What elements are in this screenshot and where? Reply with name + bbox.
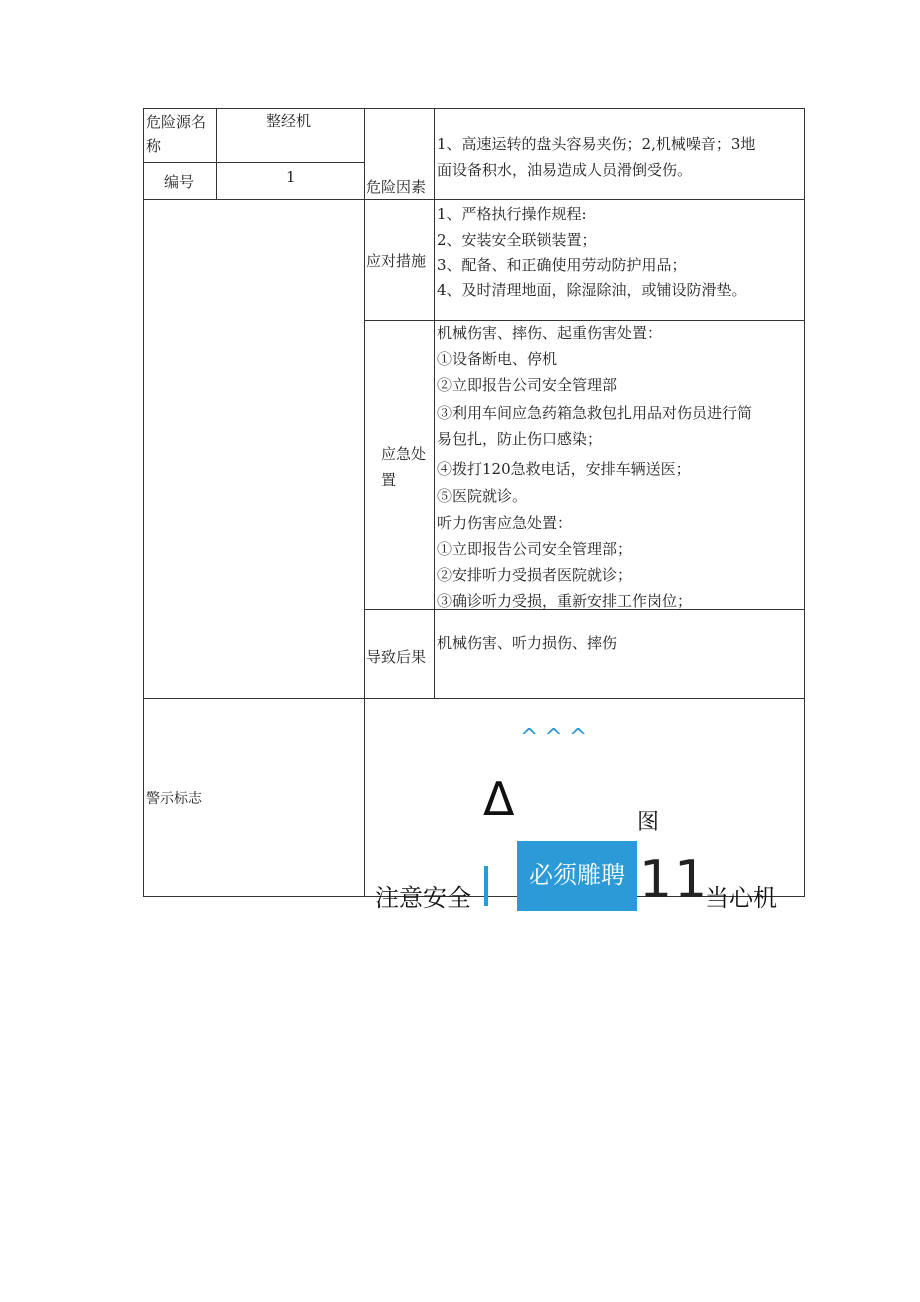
- table-border: [143, 108, 805, 109]
- risk-factors-line: 面设备积水，油易造成人员滑倒受伤。: [437, 161, 693, 179]
- emergency-line: ⑤医院就诊。: [437, 487, 528, 505]
- beware-machine-text: 当心机: [705, 884, 777, 912]
- emergency-line: ④拨打120急救电话，安排车辆送医；: [437, 460, 691, 478]
- table-border: [143, 199, 805, 200]
- table-border: [143, 108, 144, 897]
- measures-line: 1、严格执行操作规程:: [437, 205, 587, 223]
- blue-bar-mark: [484, 866, 488, 906]
- measures-label: 应对措施: [366, 252, 427, 270]
- number-label: 编号: [164, 173, 195, 191]
- measures-line: 3、配备、和正确使用劳动防护用品；: [437, 256, 687, 274]
- sign-number: 11: [639, 850, 710, 910]
- table-border: [143, 698, 805, 699]
- table-border: [143, 162, 364, 163]
- emergency-line: ②安排听力受损者医院就诊；: [437, 566, 633, 584]
- consequence-label: 导致后果: [366, 648, 427, 666]
- emergency-label: 置: [381, 471, 397, 489]
- emergency-line: 听力伤害应急处置：: [437, 514, 573, 532]
- emergency-line: ③确诊听力受损，重新安排工作岗位；: [437, 592, 693, 610]
- warning-triangle-icon: Δ: [483, 772, 515, 826]
- hazard-name-value: 整经机: [266, 112, 312, 130]
- table-border: [434, 108, 435, 698]
- warning-sign-label: 警示标志: [146, 791, 202, 807]
- emergency-line: ①立即报告公司安全管理部；: [437, 540, 633, 558]
- mandatory-sign: 必须雕聘: [517, 841, 637, 911]
- emergency-line: 机械伤害、摔伤、起重伤害处置：: [437, 324, 663, 342]
- emergency-line: ③利用车间应急药箱急救包扎用品对伤员进行简: [437, 404, 753, 422]
- measures-line: 2、安装安全联锁装置；: [437, 231, 597, 249]
- emergency-line-clip: [437, 588, 803, 608]
- number-value: 1: [286, 168, 296, 186]
- emergency-line: ②立即报告公司安全管理部: [437, 376, 618, 394]
- caret-icons: ^^^: [520, 725, 594, 750]
- hazard-name-label: 危险源名称: [146, 113, 207, 155]
- consequence-value: 机械伤害、听力损伤、摔伤: [437, 634, 618, 652]
- caution-safety-text: 注意安全: [375, 884, 471, 912]
- table-border: [216, 108, 217, 200]
- risk-factors-label: 危险因素: [366, 178, 427, 196]
- warning-signs-area: [365, 700, 805, 912]
- risk-factors-line: 1、高速运转的盘头容易夹伤；2,机械噪音；3地: [437, 135, 756, 153]
- emergency-label: 应急处: [381, 445, 427, 463]
- emergency-line: ①设备断电、停机: [437, 350, 558, 368]
- emergency-line: 易包扎，防止伤口感染；: [437, 430, 603, 448]
- sign-glyph: 图: [637, 810, 660, 835]
- measures-line: 4、及时清理地面，除湿除油，或铺设防滑垫。: [437, 281, 747, 299]
